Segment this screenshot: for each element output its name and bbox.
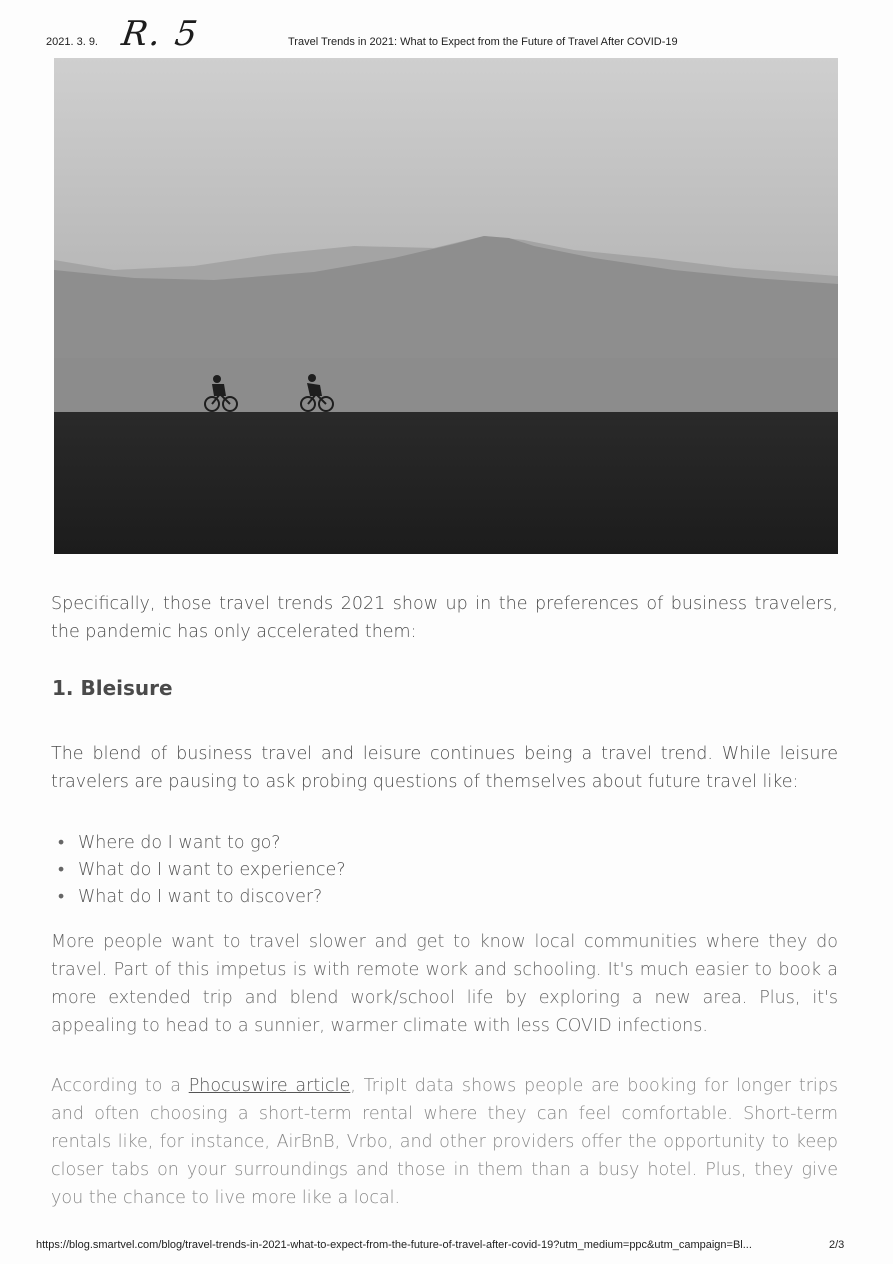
- header-title: Travel Trends in 2021: What to Expect from the Future of Travel After COVID-19: [288, 36, 678, 48]
- phocuswire-paragraph: [51, 1072, 838, 1212]
- page-number: 2/3: [829, 1239, 845, 1251]
- handwritten-mark: R. 5: [119, 14, 202, 54]
- questions-list: [54, 830, 346, 911]
- slow-travel-paragraph: More people want to travel slower and get to know local communities where they do travel. Part of this impetus is with remote work and schooling. It's much easier to book a more extended trip and blend work/school life by exploring a new area. Plus, it's appealing to head to a sunnier, warmer climate with less COVID infections.: [51, 932, 838, 1036]
- list-item: • Where do I want to go?: [54, 830, 346, 857]
- intro-paragraph: Specifically, those travel trends 2021 show up in the preferences of business travelers, the pandemic has only accelerated them:: [51, 594, 838, 642]
- section-heading: 1. Bleisure: [52, 676, 173, 700]
- haze-band: [54, 358, 838, 414]
- hero-image: [54, 58, 838, 554]
- para-text-before: According to a: [51, 1076, 189, 1096]
- header-date: 2021. 3. 9.: [46, 36, 98, 48]
- footer-url: https://blog.smartvel.com/blog/travel-trends-in-2021-what-to-expect-from-the-future-of-travel-after-covid-19?utm_medium=ppc&utm_campaign=Bl...: [36, 1239, 752, 1251]
- bleisure-paragraph: The blend of business travel and leisure continues being a travel trend. While leisure travelers are pausing to ask probing questions of themselves about future travel like:: [51, 744, 838, 792]
- phocuswire-link[interactable]: Phocuswire article: [188, 1076, 351, 1096]
- list-item: • What do I want to discover?: [54, 884, 346, 911]
- para-text-after: , TripIt data shows people are booking for longer trips and often choosing a short-term rental where they can feel comfortable. Short-term rentals like, for instance, AirBnB, Vrbo, and other providers offer the opportunity to keep closer tabs on your surroundings and those in them than a busy hotel. Plus, they give you the chance to live more like a local.: [51, 1076, 839, 1208]
- ground: [54, 412, 838, 554]
- list-item: • What do I want to experience?: [54, 857, 346, 884]
